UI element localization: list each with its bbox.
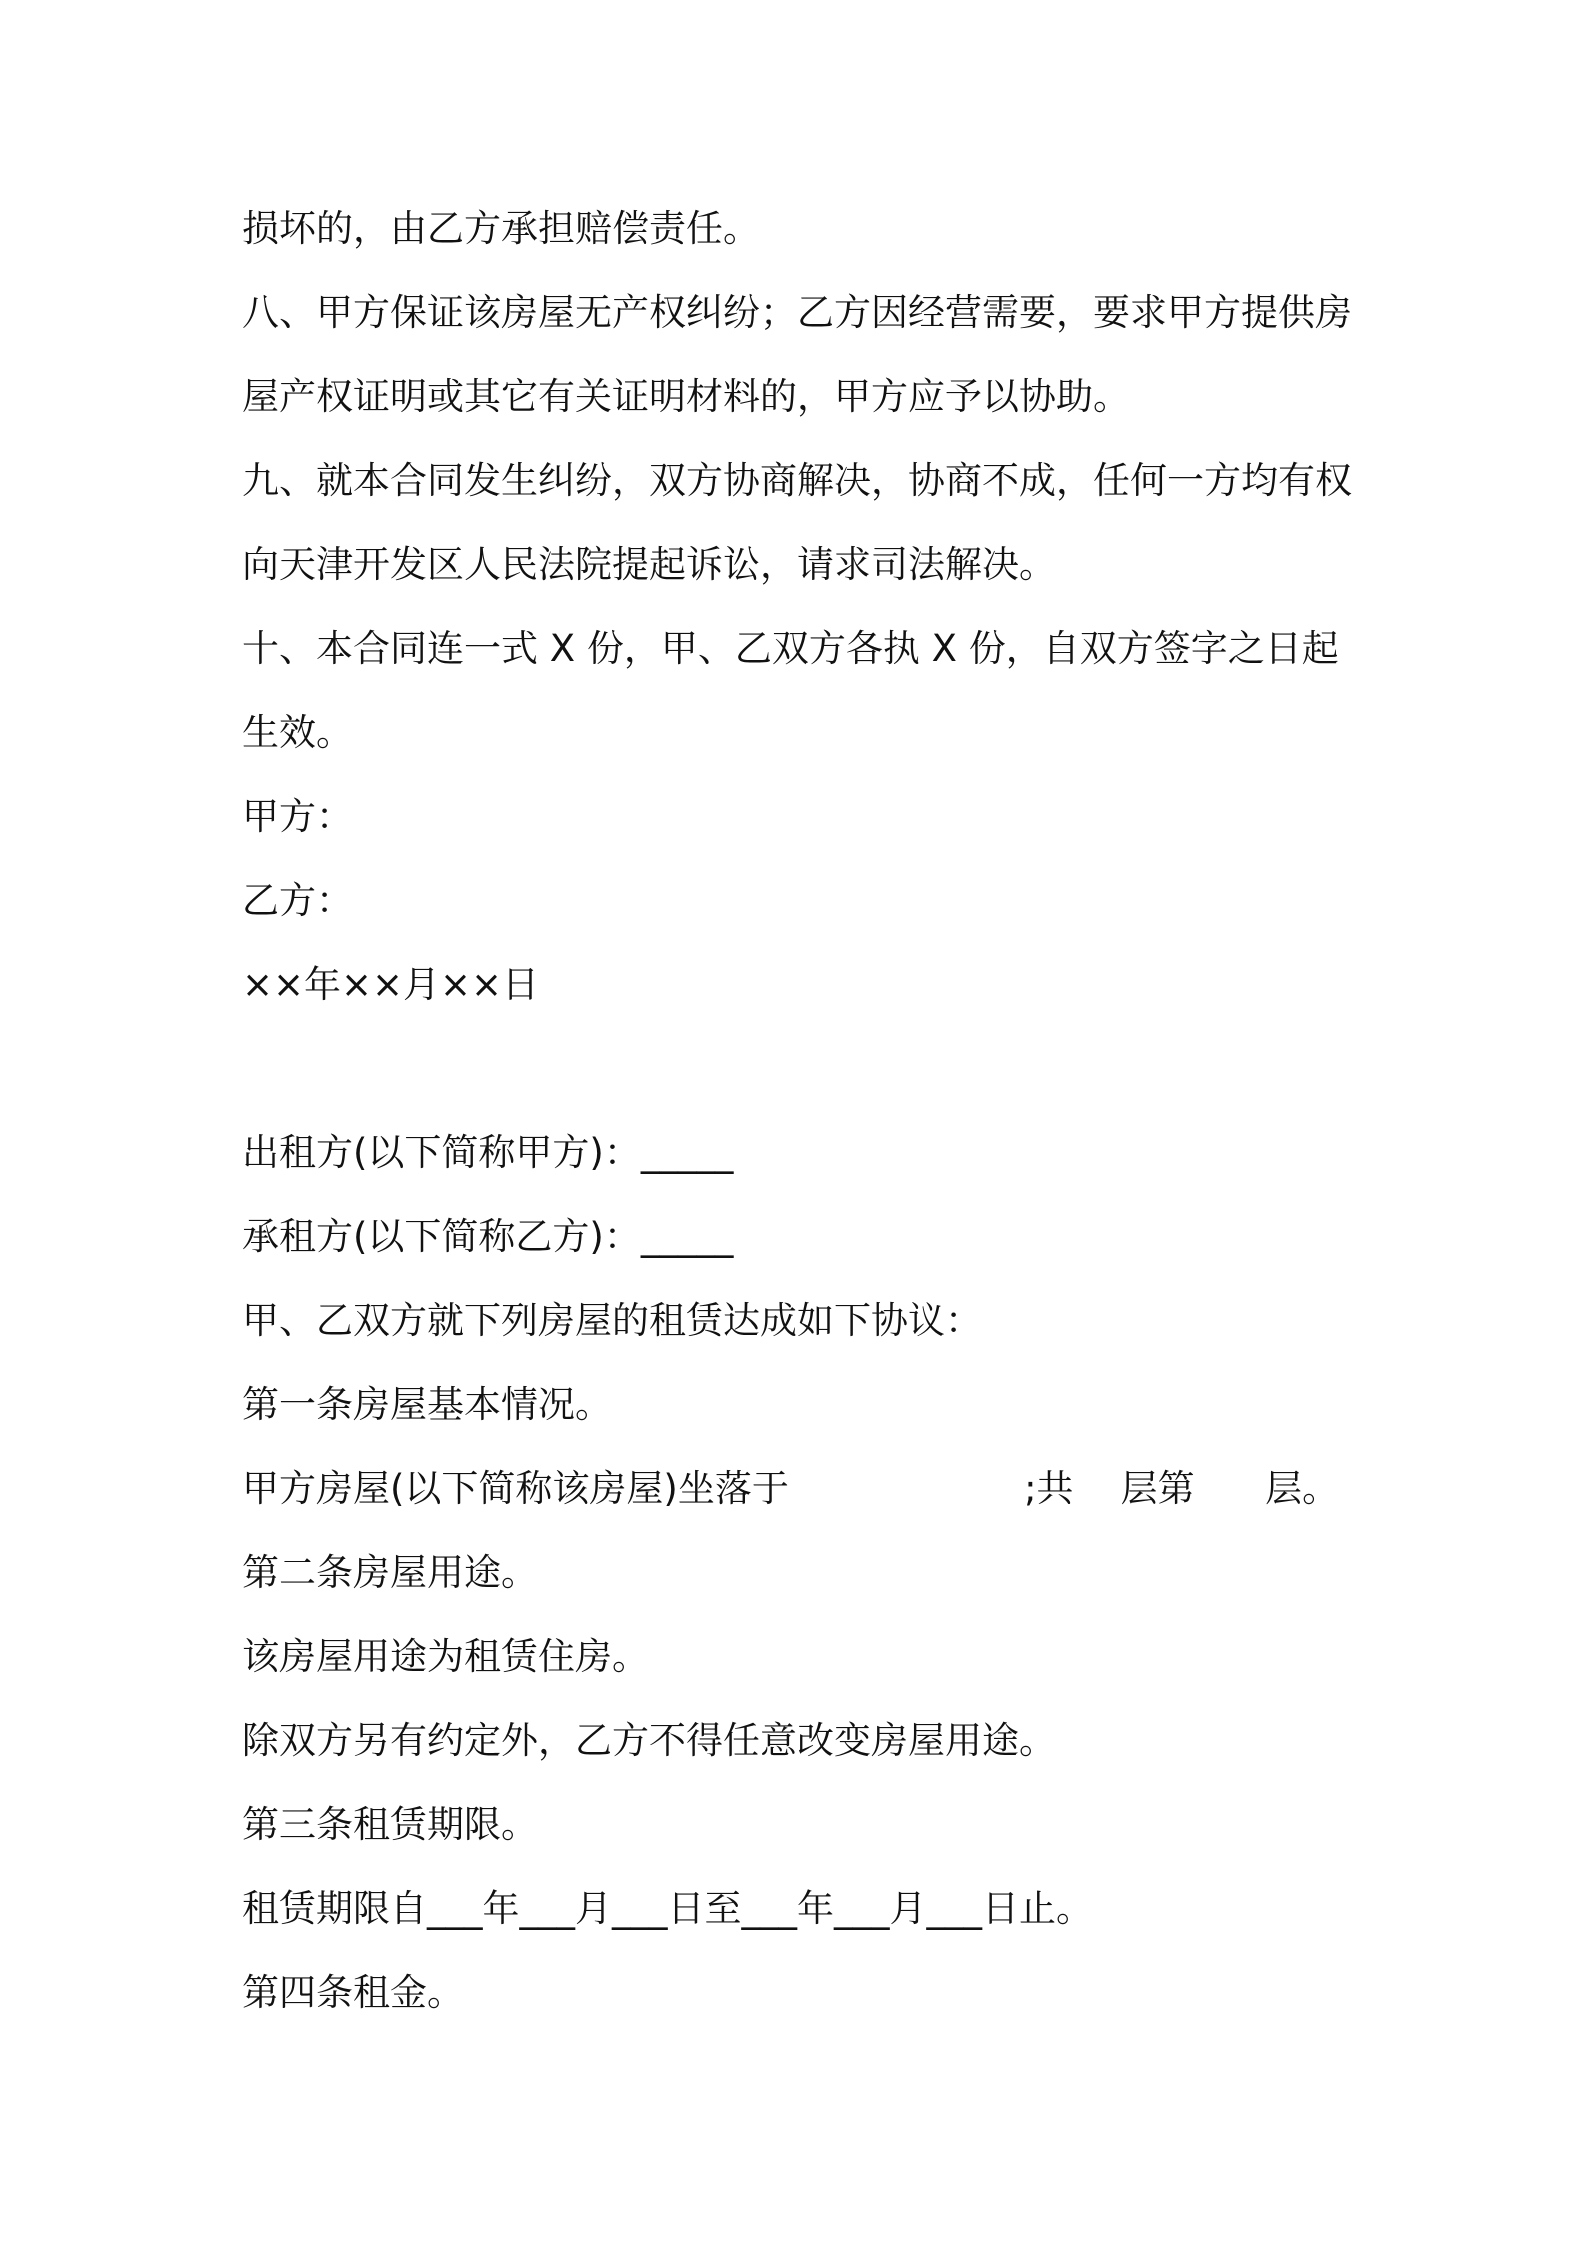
text-line-3: 屋产权证明或其它有关证明材料的，甲方应予以协助。 (242, 375, 1130, 418)
text-line-18: 除双方另有约定外，乙方不得任意改变房屋用途。 (242, 1719, 1056, 1762)
lessor-line: 出租方(以下简称甲方)：_____ (242, 1131, 734, 1174)
article-2-heading: 第二条房屋用途。 (242, 1551, 538, 1594)
text-line-4: 九、就本合同发生纠纷，双方协商解决，协商不成，任何一方均有权 (242, 459, 1352, 502)
text-line-6: 十、本合同连一式 X 份，甲、乙双方各执 X 份，自双方签字之日起 (242, 627, 1339, 670)
text-line-13: 甲、乙双方就下列房屋的租赁达成如下协议： (242, 1299, 982, 1342)
text-line-17: 该房屋用途为租赁住房。 (242, 1635, 649, 1678)
article-3-heading: 第三条租赁期限。 (242, 1803, 538, 1846)
party-a-signature-line: 甲方： (242, 795, 353, 838)
article-4-heading: 第四条租金。 (242, 1971, 464, 2014)
text-line-1: 损坏的，由乙方承担赔偿责任。 (242, 207, 760, 250)
text-line-7: 生效。 (242, 711, 353, 754)
text-line-15: 甲方房屋(以下简称该房屋)坐落于 ;共 层第 层。 (242, 1467, 1340, 1510)
text-line-5: 向天津开发区人民法院提起诉讼，请求司法解决。 (242, 543, 1056, 586)
date-line: ××年××月××日 (242, 963, 540, 1006)
text-line-2: 八、甲方保证该房屋无产权纠纷；乙方因经营需要，要求甲方提供房 (242, 291, 1352, 334)
text-line-20: 租赁期限自___年___月___日至___年___月___日止。 (242, 1887, 1093, 1930)
party-b-signature-line: 乙方： (242, 879, 353, 922)
article-1-heading: 第一条房屋基本情况。 (242, 1383, 612, 1426)
lessee-line: 承租方(以下简称乙方)：_____ (242, 1215, 734, 1258)
